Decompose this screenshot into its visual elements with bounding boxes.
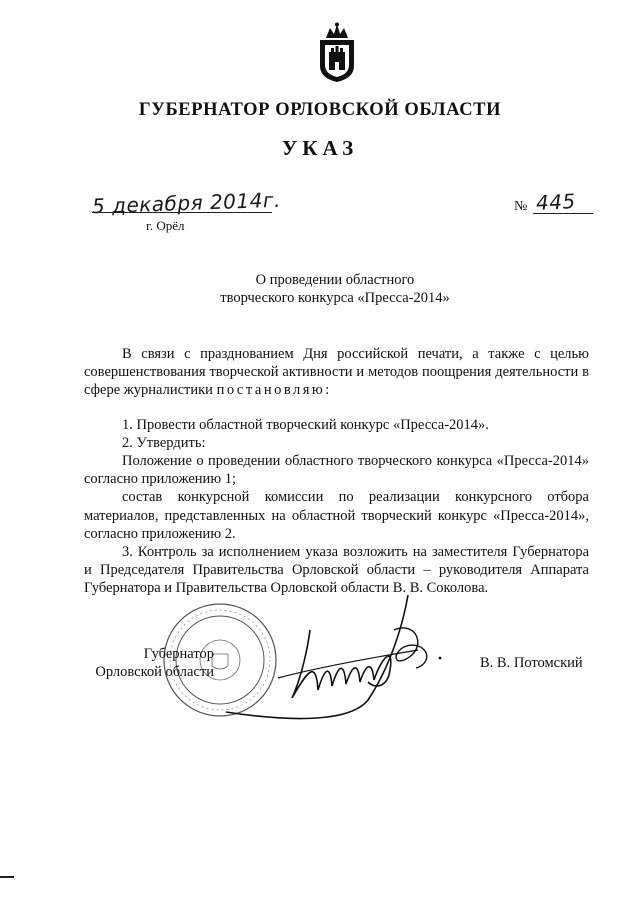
signatory-title — [84, 645, 214, 681]
item-2: 2. Утвердить: — [122, 434, 206, 451]
signatory-name: В. В. Потомский — [480, 655, 583, 671]
signatory-title-line-2: Орловской области — [95, 664, 214, 680]
signatory-title-line-1: Губернатор — [143, 646, 214, 662]
decree-subject — [150, 271, 520, 307]
item-2-commission: состав конкурсной комиссии по реализации конкурсного отбора материалов, представленных на областной творческий конкурс «Пресса-2014», согласно приложению 2. — [84, 489, 589, 542]
organization-title: ГУБЕРНАТОР ОРЛОВСКОЙ ОБЛАСТИ — [138, 100, 502, 120]
decree-body — [84, 345, 589, 598]
item-2-regulation: Положение о проведении областного творческого конкурса «Пресса-2014» согласно приложению 1; — [84, 453, 589, 488]
subject-line-1: О проведении областного — [255, 272, 415, 288]
number-underline — [533, 213, 593, 214]
handwritten-signature — [218, 590, 458, 730]
preamble-paragraph — [84, 345, 589, 400]
date-underline — [92, 212, 272, 213]
scan-edge-mark — [0, 876, 14, 878]
coat-of-arms-emblem — [314, 22, 360, 84]
preamble-text: В связи с празднованием Дня российской печати, а также с целью совершенствования творческой активности и методов поощрения деятельности в сфере журналистики — [84, 346, 589, 399]
handwritten-decree-number: 445 — [535, 188, 577, 216]
item-1: 1. Провести областной творческий конкурс «Пресса-2014». — [122, 416, 489, 433]
decree-word: постановляю: — [216, 382, 332, 399]
place-of-issue: г. Орёл — [146, 218, 185, 233]
number-label: № — [514, 199, 528, 214]
item-3: 3. Контроль за исполнением указа возложить на заместителя Губернатора и Председателя Правительства Орловской области – руководителя Аппарата Губернатора и Правительства Орловской области В. В. Соколова. — [84, 544, 589, 597]
subject-line-2: творческого конкурса «Пресса-2014» — [220, 290, 450, 306]
handwritten-date: 5 декабря 2014г. — [91, 187, 282, 219]
document-type-heading: УКАЗ — [281, 136, 359, 160]
